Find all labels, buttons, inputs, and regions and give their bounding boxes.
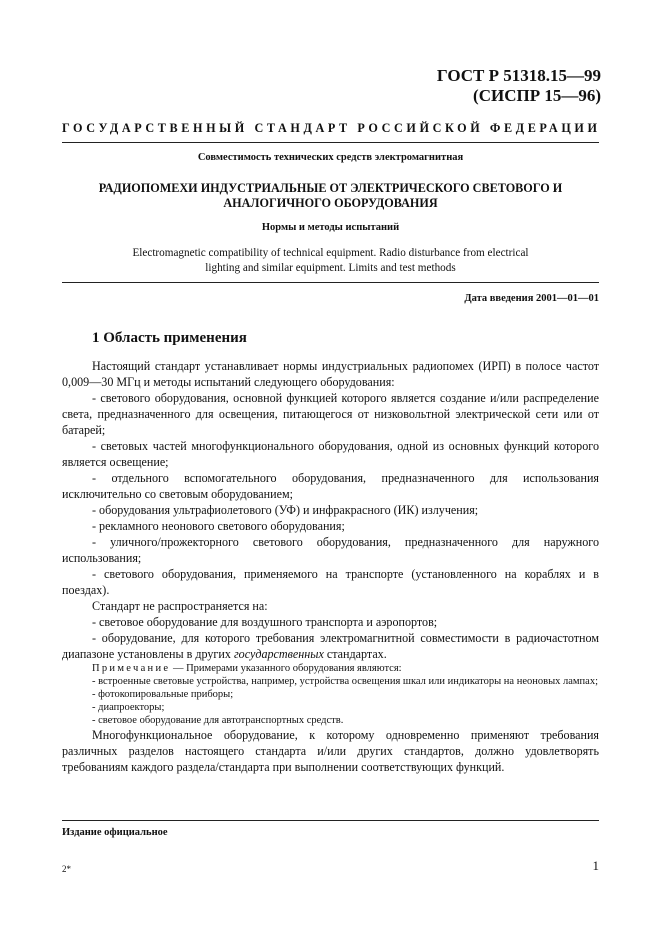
- exclusion-emphasis: государственных: [233, 647, 324, 661]
- exclusion-item: [62, 630, 599, 662]
- standard-code-gost: ГОСТ Р 51318.15—99: [436, 66, 601, 85]
- title-divider: [62, 282, 599, 283]
- scope-item: - уличного/прожекторного светового оборудования, предназначенного для наружного использования;: [62, 535, 599, 565]
- exclusions-intro: Стандарт не распространяется на:: [92, 599, 268, 613]
- note-heading: [62, 662, 599, 675]
- standard-code: [437, 66, 601, 106]
- page-number: 1: [592, 858, 599, 873]
- standard-title-line2: АНАЛОГИЧНОГО ОБОРУДОВАНИЯ: [223, 196, 438, 210]
- note-block: [62, 662, 599, 727]
- note-item: - диапроекторы;: [92, 702, 165, 713]
- standard-title-line1: РАДИОПОМЕХИ ИНДУСТРИАЛЬНЫЕ ОТ ЭЛЕКТРИЧЕСКОГО СВЕТОВОГО И: [98, 181, 563, 195]
- sheet-mark: 2*: [62, 864, 71, 874]
- header-divider: [62, 142, 599, 143]
- scope-item: - световых частей многофункционального оборудования, одной из основных функций которого является освещение;: [62, 439, 599, 469]
- standard-subject: Совместимость технических средств электромагнитная: [197, 152, 464, 163]
- multifunction-paragraph: Многофункциональное оборудование, к которому одновременно применяют требования различных разделов настоящего стандарта и/или других стандартов, должно удовлетворять требованиям каждого раздела/стандарта при выполнении соответствующих функций.: [62, 728, 599, 774]
- section-body: [62, 358, 599, 775]
- exclusion-text: - оборудование, для которого требования электромагнитной совместимости в радиочастотном диапазоне установлены в других: [62, 631, 599, 661]
- english-title-line2: lighting and similar equipment. Limits and test methods: [205, 262, 456, 274]
- scope-item: - отдельного вспомогательного оборудования, предназначенного для использования исключительно со световым оборудованием;: [62, 471, 599, 501]
- standard-code-cispr: (СИСПР 15—96): [473, 86, 601, 105]
- footer-divider: [62, 820, 599, 821]
- note-label: Примечание: [92, 663, 171, 674]
- exclusion-text-end: стандартах.: [323, 647, 387, 661]
- edition-label: Издание официальное: [62, 827, 168, 838]
- english-title: [62, 246, 599, 276]
- standard-subtitle: Нормы и методы испытаний: [261, 222, 400, 233]
- note-item: - фотокопировальные приборы;: [92, 689, 234, 700]
- scope-item: - оборудования ультрафиолетового (УФ) и инфракрасного (ИК) излучения;: [92, 503, 479, 517]
- scope-item: - рекламного неонового светового оборудования;: [92, 519, 345, 533]
- introduction-date: Дата введения 2001—01—01: [464, 293, 599, 304]
- english-title-line1: Electromagnetic compatibility of technical equipment. Radio disturbance from electrical: [132, 247, 529, 259]
- standard-title: [62, 181, 599, 211]
- section-heading: 1 Область применения: [92, 330, 247, 346]
- scope-item: - светового оборудования, применяемого на транспорте (установленного на кораблях и в поездах).: [62, 567, 599, 597]
- note-item: - встроенные световые устройства, например, устройства освещения шкал или индикаторы на неоновых лампах;: [92, 676, 598, 687]
- note-item: - световое оборудование для автотранспортных средств.: [92, 715, 344, 726]
- exclusion-item: - световое оборудование для воздушного транспорта и аэропортов;: [92, 615, 438, 629]
- scope-paragraph: Настоящий стандарт устанавливает нормы индустриальных радиопомех (ИРП) в полосе частот 0,009—30 МГц и методы испытаний следующего оборудования:: [62, 359, 599, 389]
- state-standard-title: ГОСУДАРСТВЕННЫЙ СТАНДАРТ РОССИЙСКОЙ ФЕДЕРАЦИИ: [62, 121, 601, 135]
- note-intro: — Примерами указанного оборудования являются:: [170, 663, 402, 674]
- scope-item: - светового оборудования, основной функцией которого является создание и/или распределение света, предназначенного для освещения, питающегося от низковольтной электрической сети или от батарей;: [62, 391, 599, 437]
